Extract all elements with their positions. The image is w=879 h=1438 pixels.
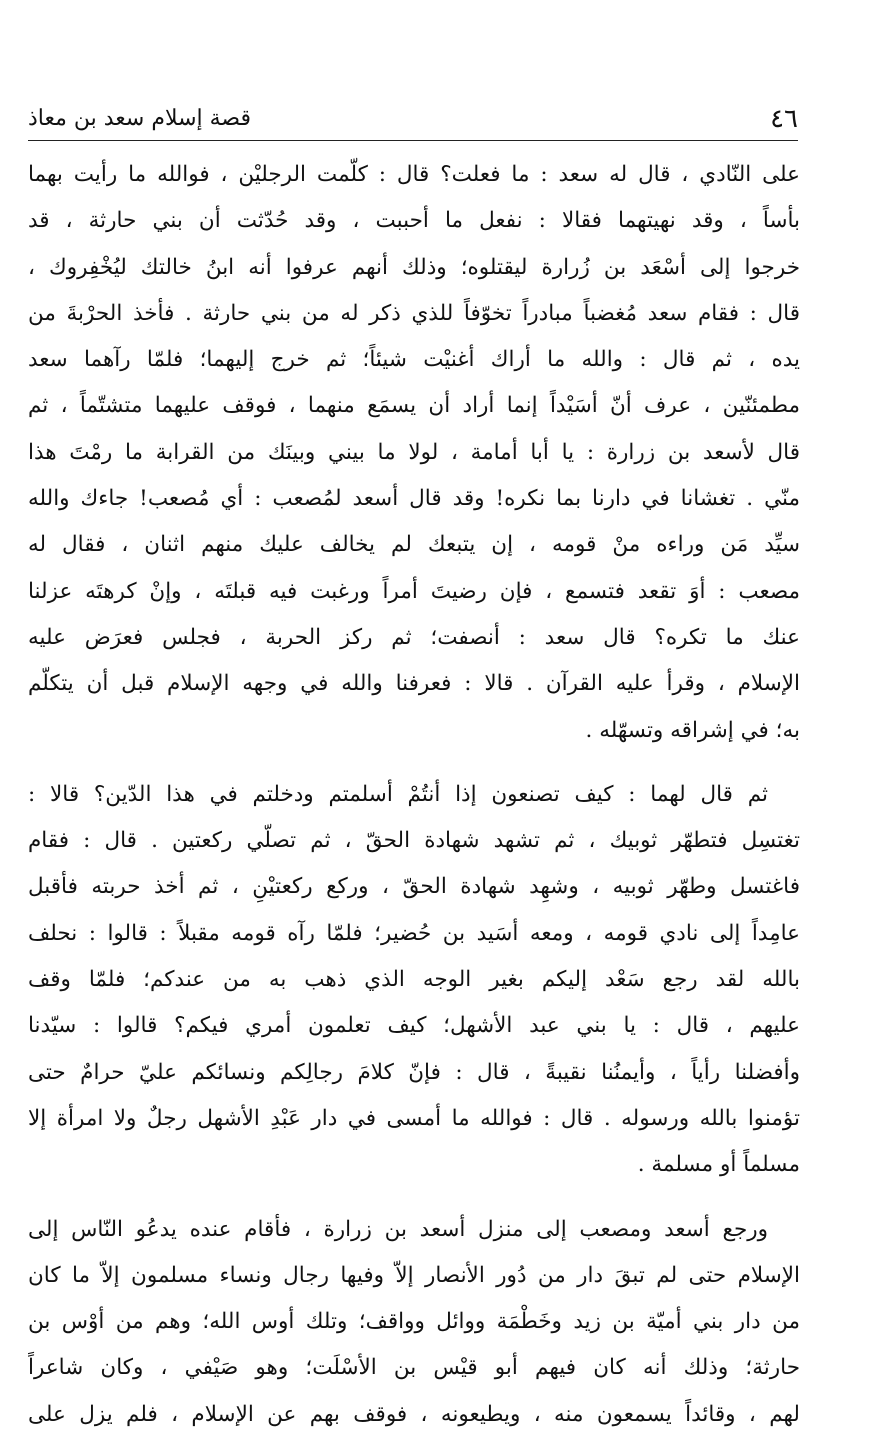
running-title: قصة إسلام سعد بن معاذ <box>28 106 252 131</box>
page-number: ٤٦ <box>770 104 798 134</box>
text-line: وأفضلنا رأياً ، وأيمنُنا نقيبةً ، قال : فإنّ كلامَ رجالِكم ونسائكم عليّ حرامٌ حتى <box>28 1059 800 1085</box>
text-line: مصعب : أوَ تقعد فتسمع ، فإن رضيتَ أمراً ورغبت فيه قبلتَه ، وإنْ كرهتَه عزلنا <box>28 578 800 604</box>
text-line: بأساً ، وقد نهيتهما فقالا : نفعل ما أحببت ، وقد حُدّثت أن بني حارثة ، قد <box>28 208 800 234</box>
text-line: عامِداً إلى نادي قومه ، ومعه أسَيد بن حُضير؛ فلمّا رآه قومه مقبلاً : قالوا : نحلف <box>28 920 800 946</box>
text-line: مسلماً أو مسلمة . <box>637 1152 800 1178</box>
text-line: يده ، ثم قال : والله ما أراك أغنيْت شيئاً؛ ثم خرج إليهما؛ فلمّا رآهما سعد <box>28 347 800 373</box>
text-line: مطمئنّين ، عرف أنّ أسَيْداً إنما أراد أن يسمَع منهما ، فوقف عليهما متشتّماً ، ثم <box>28 393 800 419</box>
text-line: عنك ما تكره؟ قال سعد : أنصفت؛ ثم ركز الحربة ، فجلس فعرَض عليه <box>28 624 800 650</box>
text-line: الإسلام حتى لم تبقَ دار من دُور الأنصار إلاّ وفيها رجال ونساء مسلمون إلاّ ما كان <box>28 1262 800 1288</box>
text-line: بالله لقد رجع سَعْد إليكم بغير الوجه الذي ذهب به من عندكم؛ فلمّا وقف <box>28 967 800 993</box>
text-line: على النّادي ، قال له سعد : ما فعلت؟ قال : كلّمت الرجليْن ، فوالله ما رأيت بهما <box>28 162 800 187</box>
body-text <box>28 152 800 1438</box>
paragraph-spacer <box>28 754 800 772</box>
text-line: خرجوا إلى أسْعَد بن زُرارة ليقتلوه؛ وذلك أنهم عرفوا أنه ابنُ خالتك ليُخْفِروك ، <box>28 254 800 280</box>
text-line: ورجع أسعد ومصعب إلى منزل أسعد بن زرارة ، فأقام عنده يدعُو النّاس إلى <box>28 1216 768 1242</box>
paragraph-1 <box>28 152 800 754</box>
text-line: عليهم ، قال : يا بني عبد الأشهل؛ كيف تعلمون أمري فيكم؟ قالوا : سيّدنا <box>28 1013 800 1039</box>
text-line: ثم قال لهما : كيف تصنعون إذا أنتُمْ أسلمتم ودخلتم في هذا الدّين؟ قالا : <box>28 781 768 807</box>
text-line: فاغتسل وطهّر ثوبيه ، وشهِد شهادة الحقّ ، وركع ركعتيْنِ ، ثم أخذ حربته فأقبل <box>28 874 800 900</box>
text-line: قال لأسعد بن زرارة : يا أبا أمامة ، لولا ما بيني وبينَك من القرابة ما رمْتَ هذا <box>28 439 800 465</box>
text-line: حارثة؛ وذلك أنه كان فيهم أبو قيْس بن الأسْلَت؛ وهو صَيْفي ، وكان شاعراً <box>28 1355 800 1381</box>
text-line: تغتسِل فتطهّر ثوبيك ، ثم تشهد شهادة الحقّ ، ثم تصلّي ركعتين . قال : فقام <box>28 828 800 854</box>
running-header <box>28 96 798 141</box>
text-line: الإسلام ، وقرأ عليه القرآن . قالا : فعرفنا والله في وجهه الإسلام قبل أن يتكلّم <box>28 671 800 697</box>
text-line: تؤمنوا بالله ورسوله . قال : فوالله ما أمسى في دار عَبْدِ الأشهل رجلٌ ولا امرأة إلا <box>28 1105 800 1131</box>
text-line: منّي . تغشانا في دارنا بما نكره! وقد قال أسعد لمُصعب : أي مُصعب! جاءك والله <box>28 486 800 512</box>
paragraph-2 <box>28 772 800 1189</box>
text-line: سيِّد مَن وراءه منْ قومه ، إن يتبعك لم يخالف عليك منهم اثنان ، فقال له <box>28 532 800 558</box>
paragraph-3 <box>28 1207 800 1438</box>
text-line: قال : فقام سعد مُغضباً مبادراً تخوّفاً للذي ذكر له من بني حارثة . فأخذ الحرْبةَ من <box>28 300 800 326</box>
text-line: به؛ في إشراقه وتسهّله . <box>585 717 800 743</box>
text-line: من دار بني أميّة بن زيد وخَطْمَة ووائل وواقف؛ وتلك أوس الله؛ وهم من أوْس بن <box>28 1309 800 1335</box>
paragraph-spacer <box>28 1189 800 1207</box>
text-line: لهم ، وقائداً يسمعون منه ، ويطيعونه ، فوقف بهم عن الإسلام ، فلم يزل على <box>28 1401 800 1427</box>
